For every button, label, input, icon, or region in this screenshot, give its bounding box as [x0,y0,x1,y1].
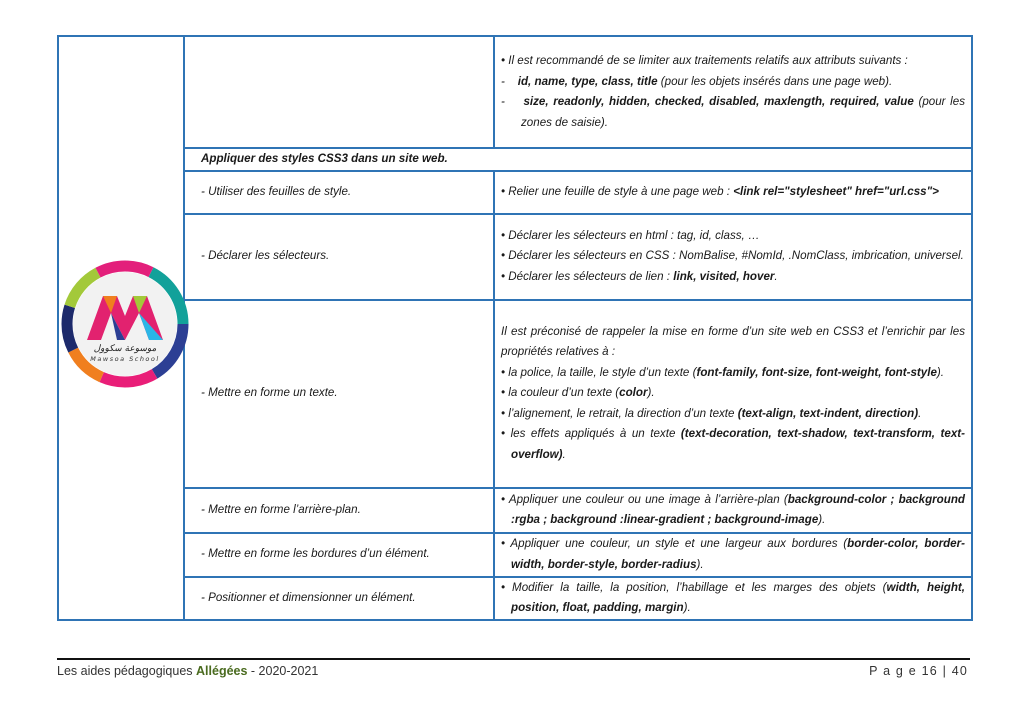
table-row [58,577,972,620]
footer-title: Les aides pédagogiques Allégées - 2020-2021 [57,664,319,678]
objective-cell [184,214,494,300]
list-item: • Déclarer les sélecteurs en html : tag, id, class, … [501,228,760,242]
recommendation-cell [494,214,972,300]
mawsoa-school-logo [59,258,191,390]
table-row [58,533,972,577]
objective-label: - Mettre en forme un texte. [201,386,338,400]
list-item: • Modifier la taille, la position, l’habillage et les marges des objets (width, height, position, float, padding, margin). [501,580,966,614]
objective-label: - Déclarer les sélecteurs. [201,249,330,263]
svg-text:Mawsoa School: Mawsoa School [90,355,160,363]
recommendation-cell [494,488,972,533]
recommendation-cell [494,171,972,214]
logo-cell [58,36,184,620]
paragraph: Il est préconisé de rappeler la mise en forme d’un site web en CSS3 et l’enrichir par les propriétés relatives à : [501,324,965,359]
list-item: • Appliquer une couleur, un style et une largeur aux bordures (border-color, border-width, border-style, border-radius). [501,537,965,571]
list-item: • Relier une feuille de style à une page web : <link rel="stylesheet" href="url.css"> [501,184,939,198]
objective-label: - Utiliser des feuilles de style. [201,184,352,198]
list-item: • Déclarer les sélecteurs de lien : link, visited, hover. [501,269,778,283]
objective-cell [184,488,494,533]
list-item: • les effets appliqués à un texte (text-decoration, text-shadow, text-transform, text-overflow). [501,427,965,461]
list-item: • Il est recommandé de se limiter aux traitements relatifs aux attributs suivants : [501,54,908,67]
objective-cell [184,300,494,488]
recommendation-cell [494,533,972,577]
program-table [57,35,973,621]
objective-label: - Mettre en forme l’arrière-plan. [201,502,361,516]
list-item: • Déclarer les sélecteurs en CSS : NomBalise, #NomId, .NomClass, imbrication, universel. [501,249,964,263]
list-item: - size, readonly, hidden, checked, disabled, maxlength, required, value (pour les zones de saisie). [501,95,965,129]
table-row [58,148,972,171]
table-row [58,300,972,488]
objective-cell [184,533,494,577]
objective-label: - Positionner et dimensionner un élément. [201,590,416,604]
page-number: P a g e 16 | 40 [869,664,968,678]
recommendation-cell [494,300,972,488]
list-item: • l’alignement, le retrait, la direction d’un texte (text-align, text-indent, direction). [501,406,922,420]
list-item: • Appliquer une couleur ou une image à l’arrière-plan (background-color ; background :rgba ; background :linear-gradient ; background-image). [501,492,966,526]
table-row [58,171,972,214]
table-row [58,36,972,148]
objective-label: - Mettre en forme les bordures d’un élément. [201,547,430,561]
section-header: Appliquer des styles CSS3 dans un site web. [184,148,972,171]
objective-cell [184,36,494,148]
recommendation-cell [494,577,972,620]
objective-cell [184,171,494,214]
svg-text:موسوعة سكوول: موسوعة سكوول [93,344,157,354]
recommendation-cell [494,36,972,148]
table-row [58,488,972,533]
list-item: • la police, la taille, le style d’un texte (font-family, font-size, font-weight, font-style). [501,365,944,379]
objective-cell [184,577,494,620]
list-item: • la couleur d’un texte (color). [501,386,655,400]
table-row [58,214,972,300]
list-item: - id, name, type, class, title (pour les objets insérés dans une page web). [501,74,893,88]
footer-divider [57,658,970,660]
